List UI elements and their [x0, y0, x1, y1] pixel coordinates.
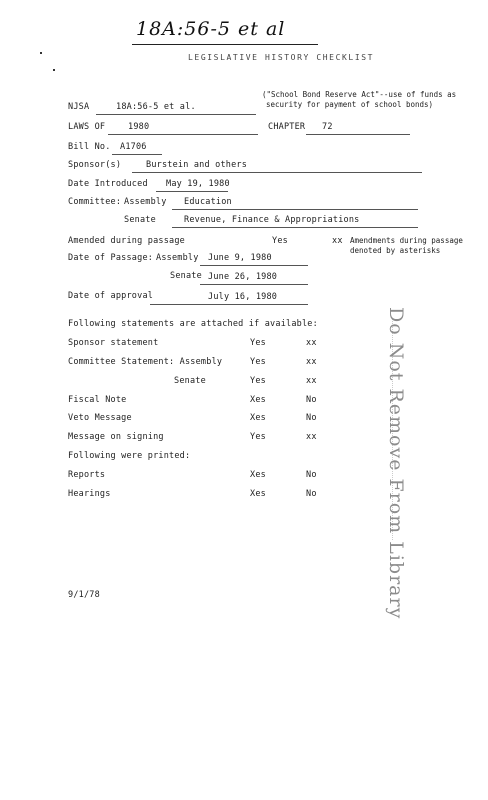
footer-date: 9/1/78 — [68, 590, 100, 600]
date-introduced-line — [156, 191, 228, 192]
printed-no: No — [306, 470, 317, 480]
date-introduced-label: Date Introduced — [68, 179, 148, 189]
statement-label: Fiscal Note — [68, 395, 127, 405]
committee-label: Committee: — [68, 197, 122, 207]
laws-of-label: LAWS OF — [68, 122, 106, 132]
amended-note-line1: Amendments during passage — [350, 236, 463, 245]
laws-of-line — [108, 134, 258, 135]
statement-no: xx — [306, 376, 317, 386]
sponsor-line — [132, 172, 422, 173]
statement-no: xx — [306, 357, 317, 367]
printed-label: Reports — [68, 470, 106, 480]
printed-heading: Following were printed: — [68, 451, 191, 461]
date-of-approval-label: Date of approval — [68, 291, 154, 301]
statement-yes: Yes — [250, 432, 266, 442]
scan-speck — [40, 52, 42, 54]
printed-label: Hearings — [68, 489, 111, 499]
handwritten-underline — [132, 44, 318, 45]
statement-yes: Xes — [250, 395, 266, 405]
statement-yes: Yes — [250, 338, 266, 348]
printed-yes: Xes — [250, 470, 266, 480]
statement-no: xx — [306, 338, 317, 348]
date-of-passage-label: Date of Passage: — [68, 253, 154, 263]
passage-senate-value: June 26, 1980 — [208, 272, 278, 282]
statement-no: No — [306, 413, 317, 423]
bill-no-value: A1706 — [120, 142, 147, 152]
committee-senate-line — [172, 227, 418, 228]
statement-label: Veto Message — [68, 413, 132, 423]
njsa-note-line2: security for payment of school bonds) — [266, 100, 434, 109]
committee-senate-value: Revenue, Finance & Appropriations — [184, 215, 360, 225]
njsa-value: 18A:56-5 et al. — [116, 102, 196, 112]
chapter-value: 72 — [322, 122, 333, 132]
printed-yes: Xes — [250, 489, 266, 499]
statement-label: Sponsor statement — [68, 338, 159, 348]
sponsor-label: Sponsor(s) — [68, 160, 122, 170]
chapter-label: CHAPTER — [268, 122, 306, 132]
date-introduced-value: May 19, 1980 — [166, 179, 230, 189]
njsa-line — [96, 114, 256, 115]
passage-assembly-value: June 9, 1980 — [208, 253, 272, 263]
passage-senate-line — [200, 284, 308, 285]
laws-of-value: 1980 — [128, 122, 150, 132]
date-of-approval-line — [150, 304, 308, 305]
statement-yes: Yes — [250, 357, 266, 367]
statement-no: No — [306, 395, 317, 405]
handwritten-reference: 18A:56-5 et al — [136, 18, 286, 40]
sponsor-value: Burstein and others — [146, 160, 248, 170]
attached-heading: Following statements are attached if available: — [68, 319, 318, 329]
passage-assembly-line — [200, 265, 308, 266]
passage-assembly-label: Assembly — [156, 253, 199, 263]
statement-yes: Xes — [250, 413, 266, 423]
njsa-label: NJSA — [68, 102, 90, 112]
committee-assembly-line — [172, 209, 418, 210]
committee-senate-label: Senate — [124, 215, 156, 225]
amended-label: Amended during passage — [68, 236, 185, 246]
bill-no-label: Bill No. — [68, 142, 111, 152]
statement-label: Message on signing — [68, 432, 164, 442]
statement-yes: Yes — [250, 376, 266, 386]
committee-assembly-value: Education — [184, 197, 232, 207]
statement-label: Senate — [174, 376, 206, 386]
statement-label: Committee Statement: Assembly — [68, 357, 223, 367]
page-title: LEGISLATIVE HISTORY CHECKLIST — [188, 53, 375, 62]
amended-marker: xx — [332, 236, 343, 246]
library-stamp-text: Do Not Remove From Library — [385, 307, 407, 620]
amended-value: Yes — [272, 236, 288, 246]
chapter-line — [306, 134, 410, 135]
date-of-approval-value: July 16, 1980 — [208, 292, 278, 302]
njsa-note-line1: ("School Bond Reserve Act"--use of funds as — [262, 90, 457, 99]
printed-no: No — [306, 489, 317, 499]
library-stamp — [364, 307, 408, 620]
committee-assembly-label: Assembly — [124, 197, 167, 207]
scan-speck — [53, 69, 55, 71]
statement-no: xx — [306, 432, 317, 442]
amended-note-line2: denoted by asterisks — [350, 246, 441, 255]
bill-no-line — [112, 154, 162, 155]
passage-senate-label: Senate — [170, 271, 202, 281]
